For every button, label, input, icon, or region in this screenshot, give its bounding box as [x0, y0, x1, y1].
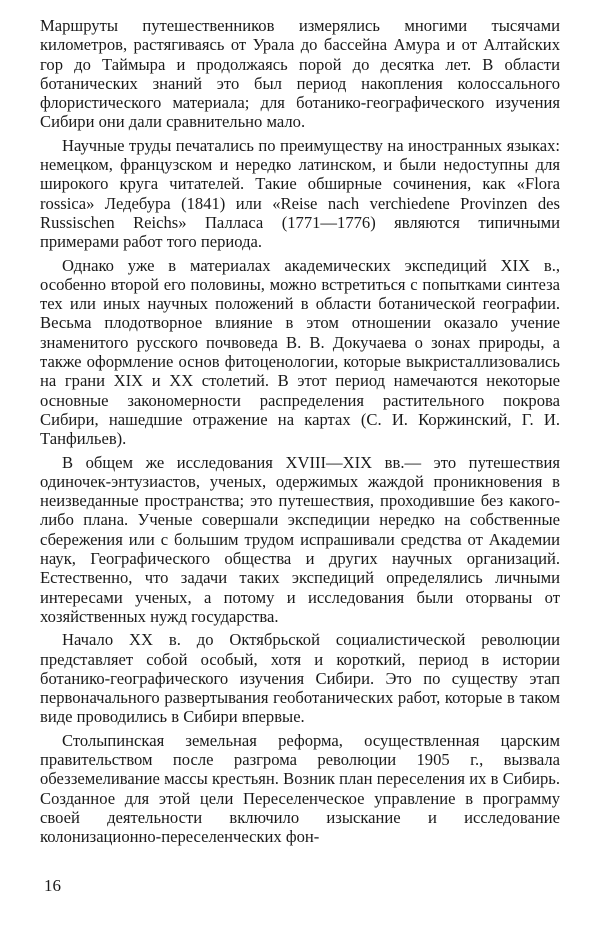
document-page [40, 16, 560, 850]
paragraph-4: В общем же исследования XVIII—XIX вв.— это путешествия одиночек-энтузиастов, ученых, одержимых жаждой проникновения в неизведанные пространства; это путешествия, проходившие без какого-либо плана. Ученые совершали экспедиции нередко на собственные сбережения или с большим трудом испрашивали средства от Академии наук, Географического общества и других научных организаций. Естественно, что задачи таких экспедиций определялись личными интересами ученых, а потому и исследования были оторваны от хозяйственных нужд государства. [40, 452, 560, 626]
page-number: 16 [44, 876, 61, 895]
paragraph-5: Начало XX в. до Октябрьской социалистической революции представляет собой особый, хотя и короткий, период в истории ботанико-географического изучения Сибири. Это по существу этап первоначального развертывания геоботанических работ, которые в таком виде проводились в Сибири впервые. [40, 630, 560, 727]
paragraph-6: Столыпинская земельная реформа, осуществленная царским правительством после разгрома революции 1905 г., вызвала обезземеливание массы крестьян. Возник план переселения их в Сибирь. Созданное для этой цели Переселенческое управление в программу своей деятельности включило изыскание и исследование колонизационно-переселенческих фон- [40, 730, 560, 847]
paragraph-2: Научные труды печатались по преимуществу на иностранных языках: немецком, французском и нередко латинском, и были недоступны для широкого круга читателей. Такие обширные сочинения, как «Flora rossica» Ледебура (1841) или «Reise nach verchiedene Provinzen des Russischen Reichs» Палласа (1771—1776) являются типичными примерами работ того периода. [40, 135, 560, 252]
paragraph-1: Маршруты путешественников измерялись многими тысячами километров, растягиваясь от Урала до бассейна Амура и от Алтайских гор до Таймыра и продолжаясь порой до десятка лет. В области ботанических знаний это был период накопления колоссального флористического материала; для ботанико-географического изучения Сибири они дали сравнительно мало. [40, 16, 560, 132]
paragraph-3: Однако уже в материалах академических экспедиций XIX в., особенно второй его половины, можно встретиться с попытками синтеза тех или иных научных положений в области ботанической географии. Весьма плодотворное влияние в этом отношении оказало учение знаменитого русского почвоведа В. В. Докучаева о зонах природы, а также оформление основ фитоценологии, которые выкристаллизовались на грани XIX и XX столетий. В этот период намечаются некоторые основные закономерности распределения растительного покрова Сибири, нашедшие отражение на картах (С. И. Коржинский, Г. И. Танфильев). [40, 255, 560, 449]
